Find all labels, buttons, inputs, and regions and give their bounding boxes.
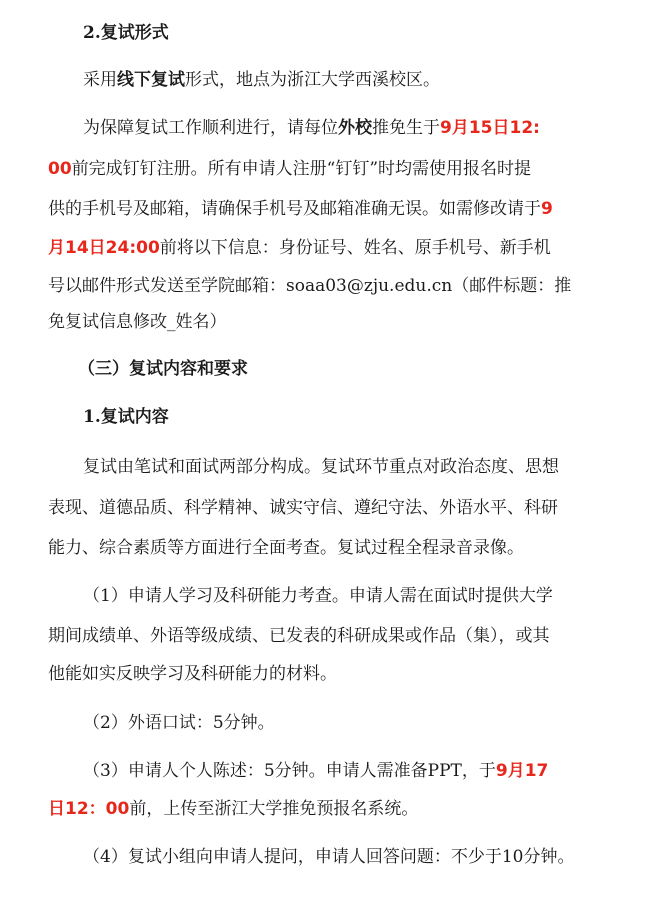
paragraph-dingtalk-line-5 <box>0 274 648 298</box>
ppt-deadline-highlight: 9月17 <box>495 761 549 781</box>
heading-3-content-requirements: （三）复试内容和要求 <box>78 359 248 379</box>
offline-retest-emphasis: 线下复试 <box>117 70 185 90</box>
item-3-line-1: （3）申请人个人陈述：5分钟。申请人需准备PPT，于9月17 <box>83 761 549 781</box>
paragraph-dingtalk-line-4: 月14日24:00前将以下信息：身份证号、姓名、原手机号、新手机 <box>48 238 551 258</box>
content-paragraph-line-3: 能力、综合素质等方面进行全面考查。复试过程全程录音录像。 <box>48 538 524 558</box>
item-1-line-3: 他能如实反映学习及科研能力的材料。 <box>48 664 337 684</box>
paragraph-dingtalk-line-2: 00前完成钉钉注册。所有申请人注册“钉钉”时均需使用报名时提 <box>48 159 532 179</box>
content-paragraph-line-2: 表现、道德品质、科学精神、诚实守信、遵纪守法、外语水平、科研 <box>48 498 558 518</box>
item-3-line-2: 日12：00前，上传至浙江大学推免预报名系统。 <box>48 799 419 819</box>
heading-3-1-retest-content: 1.复试内容 <box>83 407 169 427</box>
college-email-text: 号以邮件形式发送至学院邮箱：soaa03@zju.edu.cn（邮件标题：推 <box>48 276 572 296</box>
heading-2-retest-format <box>0 21 648 45</box>
external-school-emphasis: 外校 <box>338 118 372 138</box>
item-1-line-2: 期间成绩单、外语等级成绩、已发表的科研成果或作品（集），或其 <box>48 626 550 646</box>
paragraph-format: 采用线下复试形式，地点为浙江大学西溪校区。 <box>83 70 440 90</box>
paragraph-dingtalk-line-1: 为保障复试工作顺利进行，请每位外校推免生于9月15日12: <box>83 118 540 138</box>
paragraph-dingtalk-line-6: 免复试信息修改_姓名） <box>48 312 227 332</box>
heading-text: 2.复试形式 <box>83 23 169 43</box>
modify-deadline-highlight: 9 <box>541 199 553 219</box>
item-1-line-1: （1）申请人学习及科研能力考查。申请人需在面试时提供大学 <box>83 586 553 606</box>
paragraph-dingtalk-line-3: 供的手机号及邮箱，请确保手机号及邮箱准确无误。如需修改请于9 <box>48 199 553 219</box>
content-paragraph-line-1: 复试由笔试和面试两部分构成。复试环节重点对政治态度、思想 <box>83 457 559 477</box>
deadline-highlight: 9月15日12: <box>440 118 540 138</box>
item-2: （2）外语口试：5分钟。 <box>83 713 275 733</box>
item-4: （4）复试小组向申请人提问，申请人回答问题：不少于10分钟。 <box>83 847 575 867</box>
